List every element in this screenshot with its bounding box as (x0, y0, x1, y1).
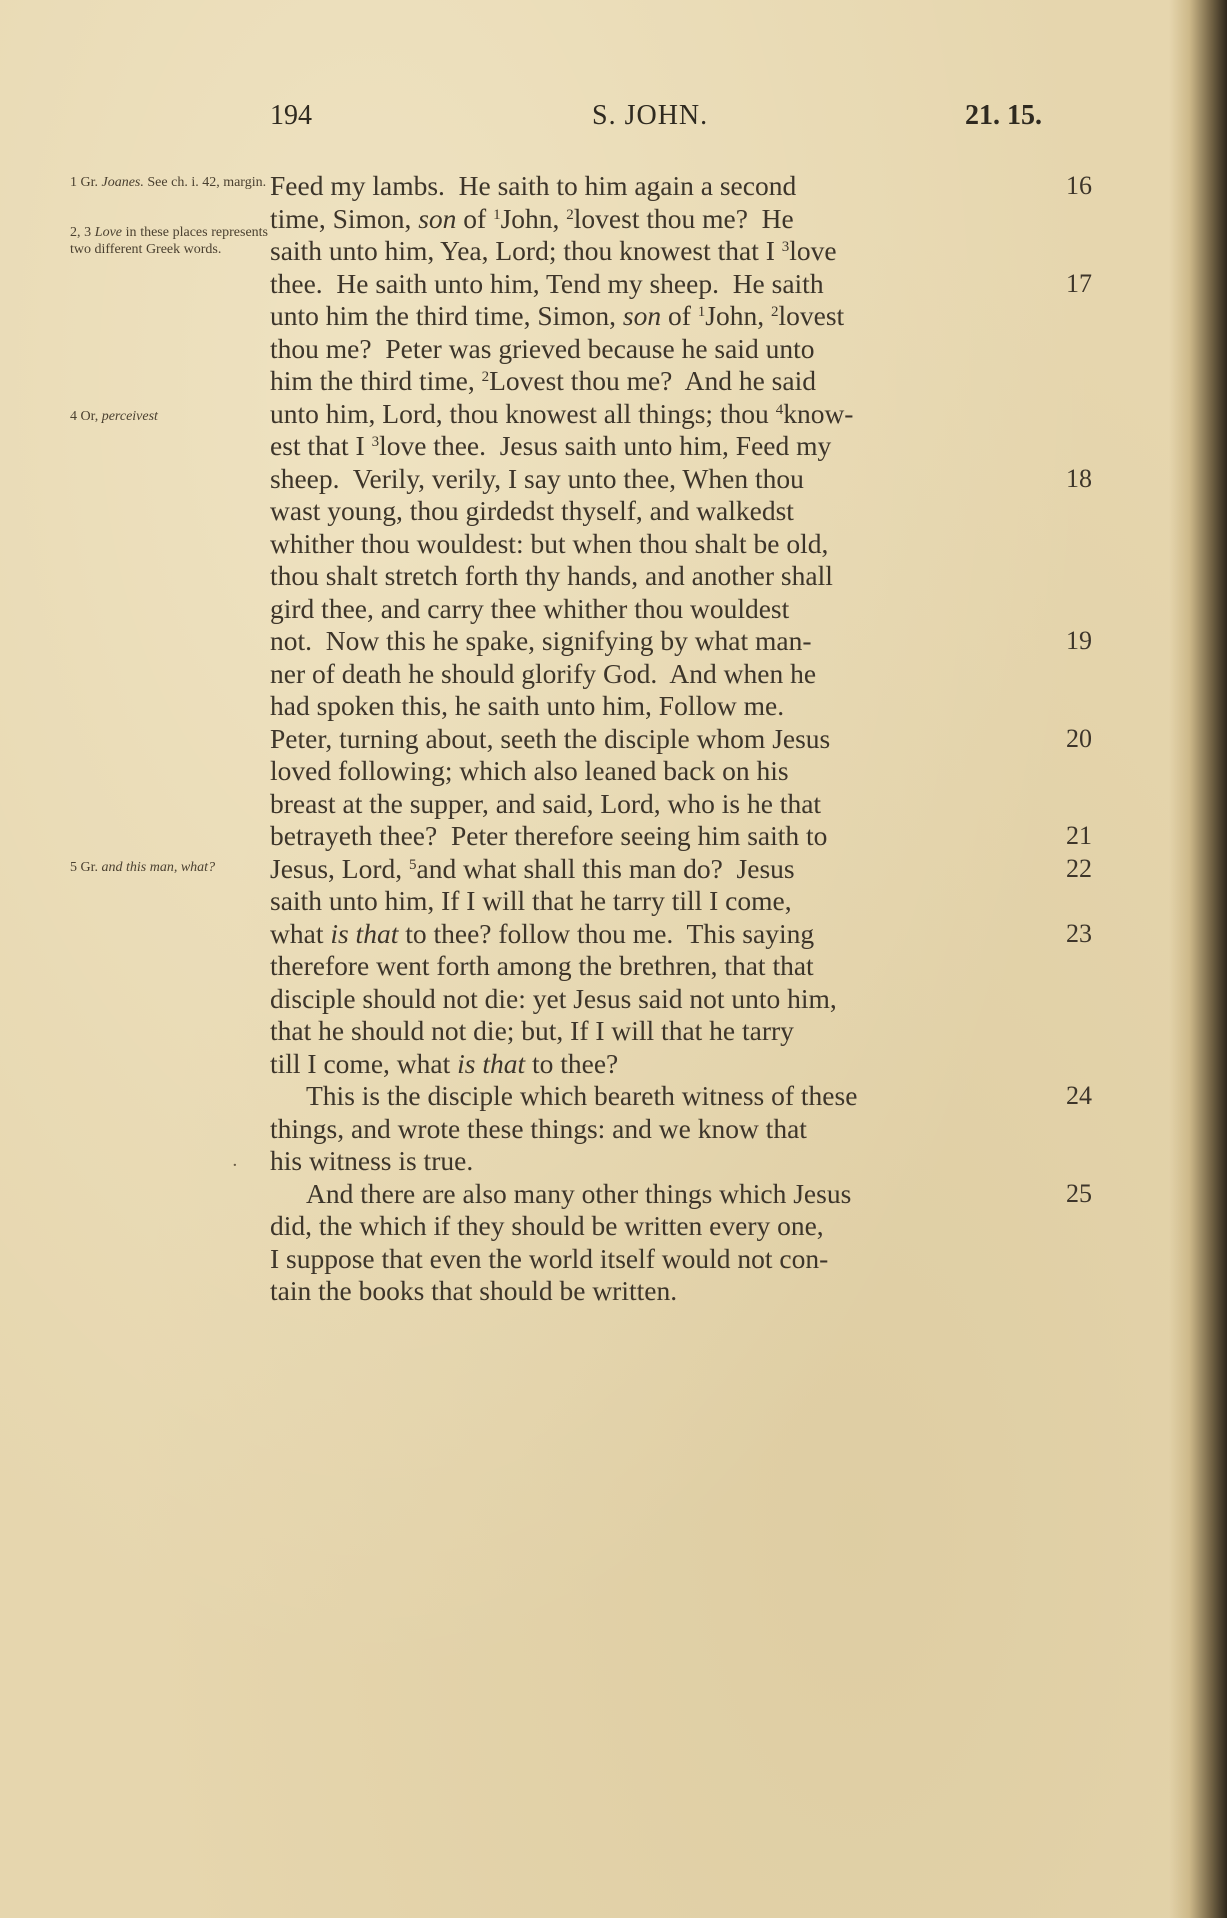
text-line (270, 170, 1092, 203)
running-header (270, 100, 1052, 140)
margin-note (70, 224, 268, 258)
note-marker: 4 (70, 409, 81, 424)
text-line (270, 625, 1092, 658)
line-text: that he should not die; but, If I will that he tarry (270, 1015, 794, 1046)
text-line (270, 267, 1092, 301)
line-text: him the third time, $^2$Lovest thou me? And he said (270, 365, 816, 396)
line-text: had spoken this, he saith unto him, Follow me. (270, 690, 785, 721)
text-line (270, 560, 1052, 593)
note-marker: 5 (70, 860, 81, 875)
line-text: not. Now this he spake, signifying by what man- (270, 625, 812, 656)
stray-mark: · (232, 1155, 238, 1176)
line-text: betrayeth thee? Peter therefore seeing him saith to (270, 820, 828, 851)
line-text: time, Simon, son of $^1$John, $^2$lovest thou me? He (270, 202, 794, 234)
line-text: est that I $^3$love thee. Jesus saith unto him, Feed my (270, 430, 832, 461)
text-line (270, 1275, 1052, 1308)
scripture-text (270, 170, 1092, 1308)
text-line (270, 528, 1052, 561)
line-text: This is the disciple which beareth witness of these (306, 1080, 858, 1111)
text-line (270, 950, 1052, 983)
text-line (270, 593, 1052, 626)
line-text: till I come, what is that to thee? (270, 1047, 619, 1079)
text-line (270, 365, 1052, 398)
margin-note (70, 174, 268, 191)
line-text: sheep. Verily, verily, I say unto thee, When thou (270, 462, 804, 494)
text-line (270, 983, 1052, 1016)
line-text: thou shalt stretch forth thy hands, and another shall (270, 560, 833, 591)
line-text: did, the which if they should be written every one, (270, 1210, 824, 1241)
line-text: I suppose that even the world itself would not con- (270, 1242, 829, 1274)
line-text: breast at the supper, and said, Lord, who is he that (270, 787, 822, 819)
text-line (270, 820, 1092, 853)
text-line (270, 1113, 1052, 1146)
line-text: disciple should not die: yet Jesus said not unto him, (270, 982, 837, 1014)
text-line (270, 690, 1052, 723)
line-text: Peter, turning about, seeth the disciple whom Jesus (270, 722, 831, 754)
text-line (270, 722, 1092, 756)
text-line (270, 1145, 1052, 1178)
line-text: wast young, thou girdedst thyself, and walkedst (270, 495, 794, 526)
line-text: thee. He saith unto him, Tend my sheep. He saith (270, 267, 824, 299)
text-line (270, 203, 1052, 236)
verse-number: 18 (1066, 463, 1092, 493)
line-text: unto him the third time, Simon, son of $^1$John, $^2$lovest (270, 300, 845, 331)
verse-number: 22 (1066, 853, 1092, 883)
margin-note (70, 859, 268, 876)
text-line (270, 852, 1092, 886)
verse-number: 16 (1066, 171, 1092, 200)
page-number: 194 (270, 100, 312, 131)
verse-number: 21 (1066, 821, 1092, 850)
text-line (270, 495, 1052, 528)
text-line (270, 788, 1052, 821)
line-text: gird thee, and carry thee whither thou wouldest (270, 592, 790, 624)
text-line (270, 1080, 1092, 1113)
text-line (270, 917, 1092, 951)
text-line (270, 462, 1092, 496)
note-marker: 1 (70, 175, 81, 190)
text-line (270, 755, 1052, 788)
text-line (270, 1048, 1052, 1081)
note-text: Love in these places represents two different Greek words. (70, 225, 268, 257)
book-title: S. JOHN. (592, 100, 709, 131)
chapter-verse-ref: 21. 15. (965, 100, 1042, 131)
verse-number: 19 (1066, 626, 1092, 655)
page-binding-shadow (1169, 0, 1227, 1918)
line-text: whither thou wouldest: but when thou shalt be old, (270, 527, 829, 559)
line-text: Jesus, Lord, $^5$and what shall this man do? Jesus (270, 852, 795, 884)
line-text: unto him, Lord, thou knowest all things; thou $^4$know- (270, 397, 854, 429)
text-line (270, 333, 1052, 366)
line-text: what is that to thee? follow thou me. This saying (270, 917, 815, 949)
text-line (270, 1015, 1052, 1048)
line-text: thou me? Peter was grieved because he said unto (270, 332, 815, 364)
text-line (270, 885, 1052, 918)
note-text: Or, perceivest (80, 409, 158, 424)
line-text: ner of death he should glorify God. And when he (270, 657, 817, 689)
text-line (270, 430, 1052, 463)
line-text: saith unto him, Yea, Lord; thou knowest that I $^3$love (270, 235, 837, 266)
verse-number: 25 (1066, 1178, 1092, 1208)
text-line (270, 1243, 1052, 1276)
text-line (270, 1177, 1092, 1211)
line-text: his witness is true. (270, 1145, 474, 1176)
line-text: loved following; which also leaned back on his (270, 755, 789, 786)
text-line (270, 1210, 1052, 1243)
line-text: saith unto him, If I will that he tarry till I come, (270, 885, 792, 916)
line-text: Feed my lambs. He saith to him again a second (270, 170, 797, 201)
line-text: And there are also many other things which Jesus (306, 1177, 852, 1209)
line-text: things, and wrote these things: and we know that (270, 1112, 807, 1144)
margin-note (70, 408, 268, 425)
line-text: therefore went forth among the brethren, that that (270, 950, 814, 981)
note-marker: 2, 3 (70, 225, 95, 240)
line-text: tain the books that should be written. (270, 1275, 678, 1306)
verse-number: 17 (1066, 268, 1092, 298)
text-line (270, 235, 1052, 268)
verse-number: 23 (1066, 918, 1092, 948)
text-line (270, 300, 1052, 333)
text-line (270, 658, 1052, 691)
note-text: Gr. and this man, what? (80, 860, 216, 875)
verse-number: 20 (1066, 723, 1092, 753)
text-line (270, 398, 1052, 431)
verse-number: 24 (1066, 1081, 1092, 1110)
note-text: Gr. Joanes. See ch. i. 42, margin. (80, 175, 267, 190)
